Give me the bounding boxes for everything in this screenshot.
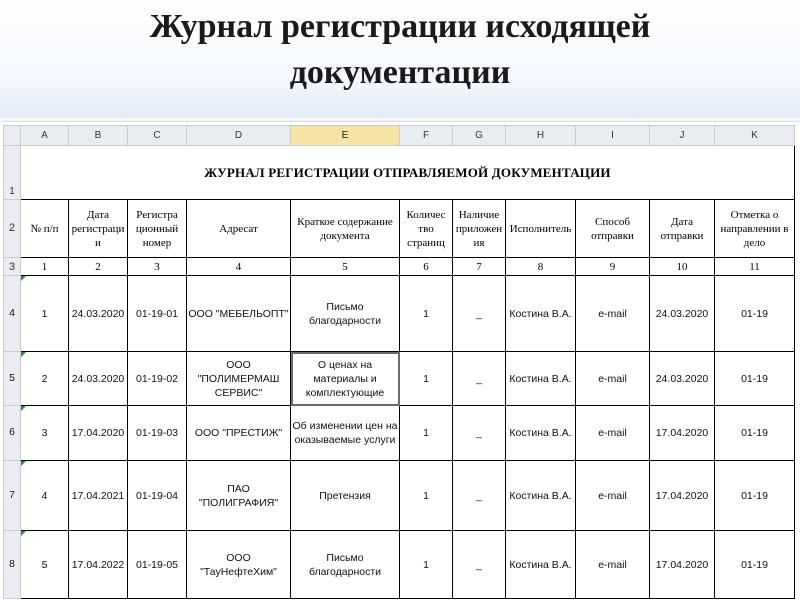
cell-send-date[interactable]: 24.03.2020 [650,276,715,352]
cell-reg-number[interactable]: 01-19-04 [128,461,187,531]
slide-title [0,4,800,96]
column-header-j[interactable]: J [650,126,715,146]
cell-send-date[interactable]: 17.04.2020 [650,406,715,461]
column-number-cell[interactable]: 2 [69,258,128,276]
column-header-k[interactable]: K [715,126,795,146]
header-cell[interactable]: Адресат [187,200,291,258]
header-cell[interactable]: Дата отправки [650,200,715,258]
cell-addressee[interactable]: ООО "ПРЕСТИЖ" [187,406,291,461]
cell-pages[interactable]: 1 [400,406,453,461]
slide-title-line2: документации [289,54,511,91]
cell-summary[interactable]: Об изменении цен на оказываемые услуги [291,406,400,461]
cell-send-method[interactable]: e-mail [576,276,650,352]
sheet-title-row [4,146,795,200]
column-header-i[interactable]: I [576,126,650,146]
column-header-c[interactable]: C [128,126,187,146]
row-header-8[interactable]: 8 [4,531,21,599]
header-cell[interactable]: Наличие приложен ия [453,200,506,258]
column-header-row [4,126,795,146]
cell-addressee[interactable]: ООО "ТауНефтеХим" [187,531,291,599]
row-header-5[interactable]: 5 [4,352,21,406]
cell-reg-date[interactable]: 17.04.2021 [69,461,128,531]
column-header-h[interactable]: H [506,126,576,146]
cell-pages[interactable]: 1 [400,531,453,599]
cell-executor[interactable]: Костина В.А. [506,352,576,406]
header-cell[interactable]: № п/п [21,200,69,258]
column-number-row [4,258,795,276]
row-header-1[interactable]: 1 [4,146,21,200]
column-number-cell[interactable]: 4 [187,258,291,276]
row-header-6[interactable]: 6 [4,406,21,461]
row-header-3[interactable]: 3 [4,258,21,276]
table-row [4,461,795,531]
cell-summary[interactable]: Письмо благодарности [291,276,400,352]
cell-attachment[interactable]: _ [453,461,506,531]
table-row [4,531,795,599]
table-row [4,276,795,352]
cell-file-mark[interactable]: 01-19 [715,461,795,531]
slide-title-line1: Журнал регистрации исходящей [149,8,651,45]
cell-send-method[interactable]: e-mail [576,461,650,531]
cell-send-date[interactable]: 24.03.2020 [650,352,715,406]
cell-file-mark[interactable]: 01-19 [715,531,795,599]
cell-reg-date[interactable]: 17.04.2022 [69,531,128,599]
cell-addressee[interactable]: ООО "МЕБЕЛЬОПТ" [187,276,291,352]
cell-reg-number[interactable]: 01-19-01 [128,276,187,352]
table-row [4,406,795,461]
header-cell[interactable]: Количес тво страниц [400,200,453,258]
header-cell[interactable]: Дата регистраци и [69,200,128,258]
column-number-cell[interactable]: 11 [715,258,795,276]
cell-addressee[interactable]: ПАО "ПОЛИГРАФИЯ" [187,461,291,531]
column-header-b[interactable]: B [69,126,128,146]
column-number-cell[interactable]: 8 [506,258,576,276]
header-cell[interactable]: Регистра ционный номер [128,200,187,258]
cell-file-mark[interactable]: 01-19 [715,406,795,461]
table-row [4,352,795,406]
cell-number[interactable]: 3 [21,406,69,461]
cell-addressee[interactable]: ООО "ПОЛИМЕРМАШ СЕРВИС" [187,352,291,406]
cell-reg-date[interactable]: 17.04.2020 [69,406,128,461]
cell-pages[interactable]: 1 [400,352,453,406]
row-header-4[interactable]: 4 [4,276,21,352]
cell-send-date[interactable]: 17.04.2020 [650,461,715,531]
cell-summary[interactable]: Претензия [291,461,400,531]
cell-attachment[interactable]: _ [453,531,506,599]
select-all-corner[interactable] [4,126,21,146]
column-number-cell[interactable]: 9 [576,258,650,276]
cell-send-method[interactable]: e-mail [576,531,650,599]
cell-number[interactable]: 4 [21,461,69,531]
cell-executor[interactable]: Костина В.А. [506,406,576,461]
cell-reg-number[interactable]: 01-19-02 [128,352,187,406]
cell-pages[interactable]: 1 [400,276,453,352]
column-number-cell[interactable]: 5 [291,258,400,276]
cell-reg-number[interactable]: 01-19-05 [128,531,187,599]
cell-number[interactable]: 1 [21,276,69,352]
spreadsheet-grid [3,125,795,599]
cell-executor[interactable]: Костина В.А. [506,276,576,352]
cell-summary[interactable]: Письмо благодарности [291,531,400,599]
cell-send-method[interactable]: e-mail [576,406,650,461]
column-header-d[interactable]: D [187,126,291,146]
cell-attachment[interactable]: _ [453,352,506,406]
column-header-f[interactable]: F [400,126,453,146]
cell-pages[interactable]: 1 [400,461,453,531]
column-number-cell[interactable]: 7 [453,258,506,276]
column-number-cell[interactable]: 1 [21,258,69,276]
cell-file-mark[interactable]: 01-19 [715,276,795,352]
cell-number[interactable]: 2 [21,352,69,406]
cell-send-date[interactable]: 17.04.2020 [650,531,715,599]
cell-attachment[interactable]: _ [453,276,506,352]
cell-send-method[interactable]: e-mail [576,352,650,406]
row-header-2[interactable]: 2 [4,200,21,258]
header-cell[interactable]: Краткое содержание документа [291,200,400,258]
column-number-cell[interactable]: 3 [128,258,187,276]
cell-reg-date[interactable]: 24.03.2020 [69,352,128,406]
header-cell[interactable]: Исполнитель [506,200,576,258]
column-header-g[interactable]: G [453,126,506,146]
cell-attachment[interactable]: _ [453,406,506,461]
column-header-a[interactable]: A [21,126,69,146]
cell-reg-number[interactable]: 01-19-03 [128,406,187,461]
table-header-row [4,200,795,258]
spreadsheet [0,122,800,600]
cell-file-mark[interactable]: 01-19 [715,352,795,406]
cell-executor[interactable]: Костина В.А. [506,461,576,531]
column-number-cell[interactable]: 10 [650,258,715,276]
row-header-7[interactable]: 7 [4,461,21,531]
header-cell[interactable]: Отметка о направлении в дело [715,200,795,258]
cell-executor[interactable]: Костина В.А. [506,531,576,599]
column-number-cell[interactable]: 6 [400,258,453,276]
cell-summary[interactable]: О ценах на материалы и комплектующие [291,352,400,406]
header-cell[interactable]: Способ отправки [576,200,650,258]
cell-reg-date[interactable]: 24.03.2020 [69,276,128,352]
column-header-e[interactable]: E [291,126,400,146]
cell-number[interactable]: 5 [21,531,69,599]
sheet-title[interactable]: ЖУРНАЛ РЕГИСТРАЦИИ ОТПРАВЛЯЕМОЙ ДОКУМЕНТАЦИИ [21,146,795,200]
